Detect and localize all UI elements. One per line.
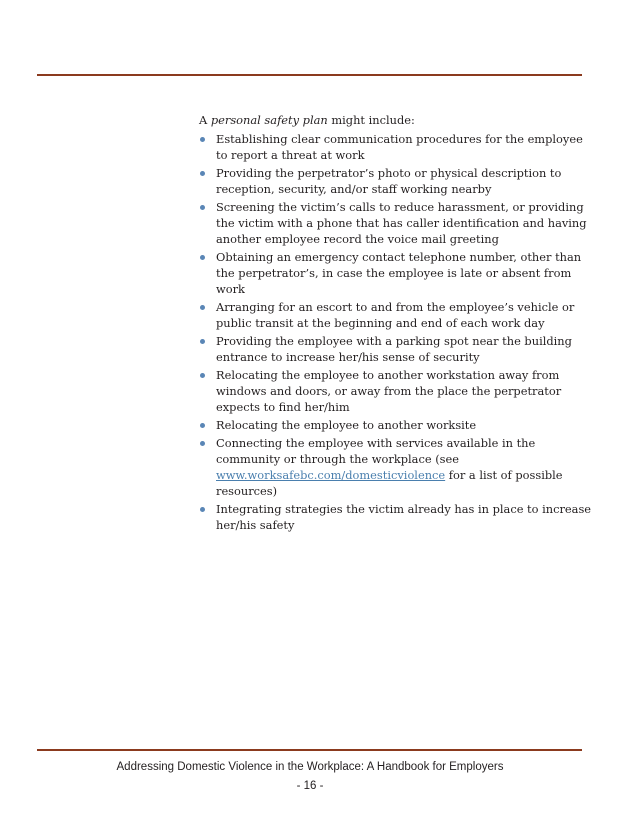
- list-item: [199, 165, 594, 197]
- list-item: [199, 501, 594, 533]
- list-item-text: Relocating the employee to another workstation away from windows and doors, or away from the place the perpetrator expects to find her/him: [216, 368, 562, 414]
- bullet-icon: [200, 507, 205, 512]
- bullet-icon: [200, 373, 205, 378]
- bullet-icon: [200, 423, 205, 428]
- page-number: - 16 -: [296, 780, 324, 792]
- list-item-text-after: for a list of possible resources): [216, 468, 563, 498]
- list-item: [199, 435, 594, 499]
- list-item-text: Obtaining an emergency contact telephone number, other than the perpetrator’s, in case the employee is late or absent from work: [216, 250, 582, 296]
- bullet-icon: [200, 339, 205, 344]
- bullet-icon: [200, 205, 205, 210]
- list-item-text: Arranging for an escort to and from the employee’s vehicle or public transit at the beginning and end of each work day: [216, 300, 575, 330]
- safety-plan-list: [199, 131, 594, 533]
- page-content: [199, 112, 594, 535]
- intro-paragraph: [199, 112, 594, 128]
- bullet-icon: [200, 137, 205, 142]
- list-item: [199, 199, 594, 247]
- list-item-text: Relocating the employee to another worksite: [216, 418, 477, 432]
- list-item: [199, 333, 594, 365]
- intro-term: personal safety plan: [210, 113, 328, 127]
- list-item: [199, 417, 594, 433]
- list-item: [199, 249, 594, 297]
- list-item-text: Screening the victim’s calls to reduce harassment, or providing the victim with a phone that has caller identification and having another employee record the voice mail greeting: [216, 200, 587, 246]
- footer-rule: [37, 749, 582, 751]
- list-item: [199, 367, 594, 415]
- list-item-text: Establishing clear communication procedures for the employee to report a threat at work: [216, 132, 583, 162]
- list-item-text-before: Connecting the employee with services available in the community or through the workplace (see: [216, 436, 536, 466]
- bullet-icon: [200, 441, 205, 446]
- bullet-icon: [200, 255, 205, 260]
- bullet-icon: [200, 171, 205, 176]
- list-item-text: Providing the perpetrator’s photo or physical description to reception, security, and/or staff working nearby: [216, 166, 562, 196]
- header-rule: [37, 74, 582, 76]
- list-item: [199, 299, 594, 331]
- list-item-text: Providing the employee with a parking spot near the building entrance to increase her/his sense of security: [216, 334, 572, 364]
- list-item-text: Integrating strategies the victim already has in place to increase her/his safety: [216, 502, 592, 532]
- list-item: [199, 131, 594, 163]
- worksafebc-link[interactable]: www.worksafebc.com/domesticviolence: [216, 468, 446, 482]
- footer-title: Addressing Domestic Violence in the Workplace: A Handbook for Employers: [116, 761, 504, 773]
- bullet-icon: [200, 305, 205, 310]
- intro-suffix: might include:: [327, 113, 415, 127]
- intro-prefix: A: [199, 113, 211, 127]
